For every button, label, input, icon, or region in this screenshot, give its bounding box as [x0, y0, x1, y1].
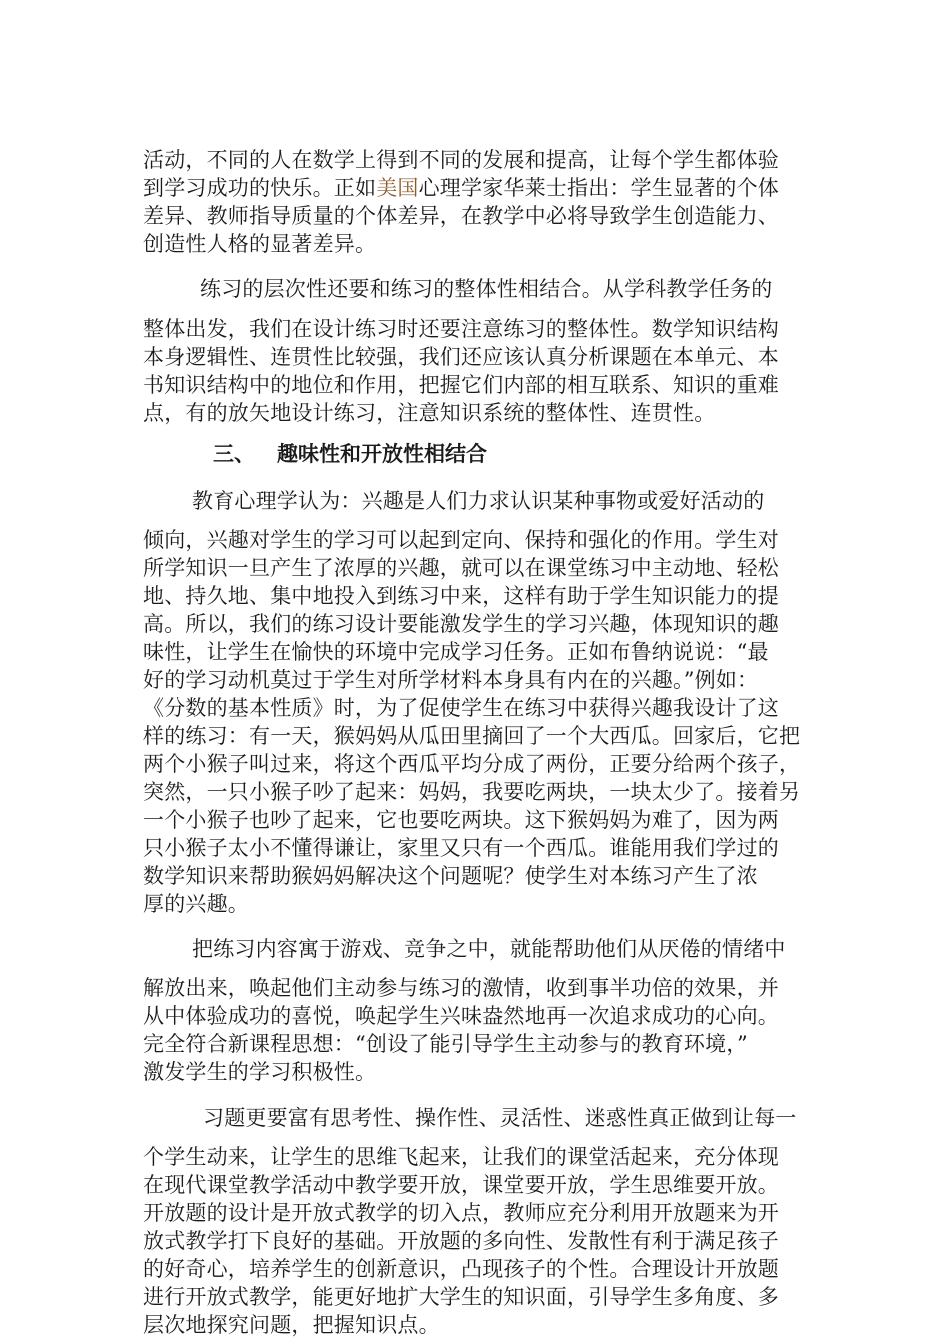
text-line: 地、持久地、集中地投入到练习中来，这样有助于学生知识能力的提	[143, 584, 779, 608]
text-line: 差异、教师指导质量的个体差异，在教学中必将导致学生创造能力、	[143, 204, 779, 228]
text-line: 只小猴子太小不懂得谦让，家里又只有一个西瓜。谁能用我们学过的	[143, 836, 779, 860]
text-line: 高。所以，我们的练习设计要能激发学生的学习兴趣，体现知识的趣	[143, 612, 779, 636]
text-line: 进行开放式教学，能更好地扩大学生的知识面，引导学生多角度、多	[143, 1285, 779, 1309]
text-line: 在现代课堂教学活动中教学要开放，课堂要开放，学生思维要开放。	[143, 1173, 779, 1197]
text-line: 数学知识来帮助猴妈妈解决这个问题呢？使学生对本练习产生了浓	[143, 864, 758, 888]
link-text-usa: 美国	[376, 176, 419, 200]
text-line: 《分数的基本性质》时，为了促使学生在练习中获得兴趣我设计了这	[143, 696, 779, 720]
text-line: 本身逻辑性、连贯性比较强，我们还应该认真分析课题在本单元、本	[143, 345, 779, 369]
text-line: 练习的层次性还要和练习的整体性相结合。从学科教学任务的	[200, 277, 773, 301]
text-line: 习题更要富有思考性、操作性、灵活性、迷惑性真正做到让每一	[203, 1106, 797, 1130]
text-span: 心理学家华莱士指出：学生显著的个体	[418, 176, 780, 200]
text-line: 倾向，兴趣对学生的学习可以起到定向、保持和强化的作用。学生对	[143, 528, 779, 552]
text-line: 的好奇心，培养学生的创新意识，凸现孩子的个性。合理设计开放题	[143, 1257, 779, 1281]
text-line: 样的练习：有一天，猴妈妈从瓜田里摘回了一个大西瓜。回家后，它把	[143, 724, 801, 748]
text-line: 书知识结构中的地位和作用，把握它们内部的相互联系、知识的重难	[143, 373, 779, 397]
text-line: 两个小猴子叫过来，将这个西瓜平均分成了两份，正要分给两个孩子，	[143, 752, 801, 776]
text-line: 好的学习动机莫过于学生对所学材料本身具有内在的兴趣。”例如：	[143, 668, 759, 692]
text-line: 解放出来，唤起他们主动参与练习的激情，收到事半功倍的效果，并	[143, 976, 779, 1000]
text-line: 激发学生的学习积极性。	[143, 1060, 377, 1084]
text-line: 层次地探究问题，把握知识点。	[143, 1313, 440, 1337]
section-heading	[213, 441, 487, 467]
text-line: 点，有的放矢地设计练习，注意知识系统的整体性、连贯性。	[143, 401, 716, 425]
section-title: 趣味性和开放性相结合	[277, 442, 487, 466]
text-line: 教育心理学认为：兴趣是人们力求认识某种事物或爱好活动的	[192, 489, 765, 513]
text-line: 完全符合新课程思想：“创设了能引导学生主动参与的教育环境，”	[143, 1032, 748, 1056]
text-line: 整体出发，我们在设计练习时还要注意练习的整体性。数学知识结构	[143, 317, 779, 341]
text-line: 厚的兴趣。	[143, 892, 249, 916]
section-number: 三、	[213, 442, 255, 466]
text-line: 放式教学打下良好的基础。开放题的多向性、发散性有利于满足孩子	[143, 1229, 779, 1253]
text-line: 一个小猴子也吵了起来，它也要吃两块。这下猴妈妈为难了，因为两	[143, 808, 779, 832]
text-span: 到学习成功的快乐。正如	[143, 176, 377, 200]
text-line: 味性，让学生在愉快的环境中完成学习任务。正如布鲁纳说说：“最	[143, 640, 769, 664]
text-line: 个学生动来，让学生的思维飞起来，让我们的课堂活起来，充分体现	[143, 1145, 779, 1169]
text-line	[143, 175, 823, 201]
text-line: 创造性人格的显著差异。	[143, 232, 377, 256]
text-line: 所学知识一旦产生了浓厚的兴趣，就可以在课堂练习中主动地、轻松	[143, 556, 779, 580]
text-line: 活动，不同的人在数学上得到不同的发展和提高，让每个学生都体验	[143, 148, 779, 172]
text-line: 把练习内容寓于游戏、竞争之中，就能帮助他们从厌倦的情绪中	[192, 937, 786, 961]
text-line: 开放题的设计是开放式教学的切入点，教师应充分利用开放题来为开	[143, 1201, 779, 1225]
text-line: 从中体验成功的喜悦，唤起学生兴味盎然地再一次追求成功的心向。	[143, 1004, 779, 1028]
text-line: 突然，一只小猴子吵了起来：妈妈，我要吃两块，一块太少了。接着另	[143, 780, 801, 804]
